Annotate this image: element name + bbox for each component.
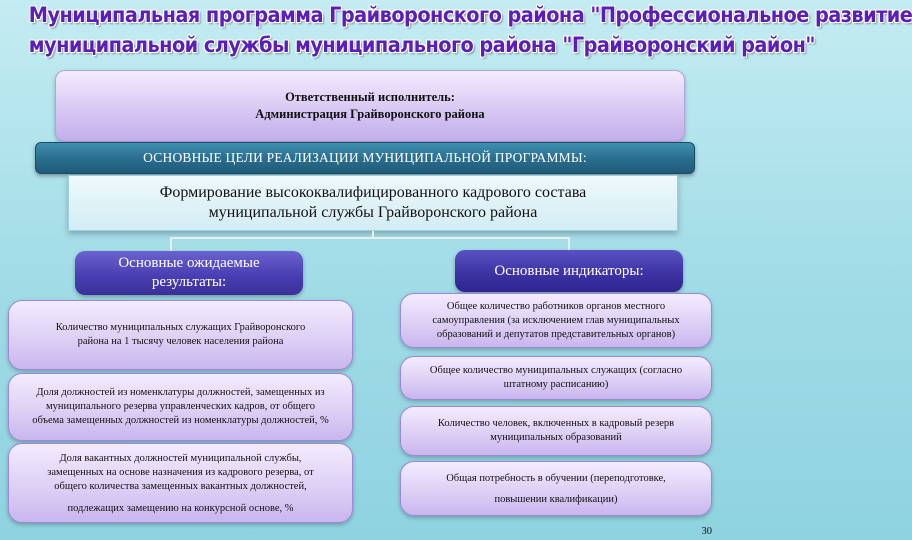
indicator-4-line-2: повышении квалификации)	[494, 494, 618, 505]
page-number: 30	[701, 526, 712, 537]
indicator-1-line-1: Общее количество работников органов местного	[446, 300, 666, 312]
goals-header-bar	[35, 142, 695, 174]
result-1-line-2: района на 1 тысячу человек населения района	[77, 336, 284, 347]
indicator-card-2	[400, 356, 712, 400]
indicator-2-line-2: штатному расписанию)	[503, 379, 609, 390]
goals-header-text: ОСНОВНЫЕ ЦЕЛИ РЕАЛИЗАЦИИ МУНИЦИПАЛЬНОЙ ПРОГРАММЫ:	[143, 150, 587, 165]
main-goal-box	[68, 175, 678, 231]
result-2-line-1: Доля должностей из номенклатуры должностей, замещенных из	[36, 387, 325, 398]
result-card-1	[8, 300, 353, 370]
result-3-line-1: Доля вакантных должностей муниципальной службы,	[59, 453, 302, 464]
responsible-value: Администрация Грайворонского района	[255, 107, 485, 121]
indicator-3-line-2: муниципальных образований	[490, 432, 622, 443]
responsible-executor-box	[55, 70, 685, 142]
connector-left-vertical	[170, 237, 172, 252]
result-card-3	[8, 443, 353, 523]
goal-line-2: муниципальной службы Грайворонского района	[208, 204, 538, 221]
result-2-line-3: объема замещенных должностей из номенклатуры должностей, %	[32, 415, 329, 426]
result-card-2	[8, 373, 353, 441]
title-line-2: муниципальной службы муниципального района "Грайворонский район"	[28, 33, 815, 57]
result-2-line-2: муниципального резерва управленческих кадров, от общего	[46, 401, 315, 412]
goal-line-1: Формирование высококвалифицированного кадрового состава	[159, 184, 587, 201]
expected-results-header-line-1: Основные ожидаемые	[118, 255, 260, 271]
indicator-card-1	[400, 293, 712, 348]
expected-results-header	[75, 251, 303, 295]
connector-horizontal	[170, 237, 570, 239]
indicator-card-3	[400, 406, 712, 456]
result-3-line-2: замещенных на основе назначения из кадрового резерва, от	[47, 467, 314, 478]
indicator-1-line-3: образований и депутатов представительных органов)	[436, 328, 676, 340]
indicator-2-line-1: Общее количество муниципальных служащих (согласно	[429, 365, 683, 376]
responsible-label: Ответственный исполнитель:	[285, 90, 455, 104]
indicator-card-4	[400, 461, 712, 516]
result-3-line-4: подлежащих замещению на конкурсной основе, %	[67, 503, 294, 514]
title-line-1: Муниципальная программа Грайворонского района "Профессиональное развитие	[28, 3, 912, 27]
indicators-header-text: Основные индикаторы:	[494, 262, 644, 279]
expected-results-header-line-2: результаты:	[151, 274, 227, 290]
indicators-header	[455, 250, 683, 292]
indicator-3-line-1: Количество человек, включенных в кадровый резерв	[437, 418, 675, 429]
connector-center-vertical	[372, 231, 374, 238]
connector-right-vertical	[568, 237, 570, 251]
result-3-line-3: общего количества замещенных вакантных должностей,	[54, 481, 307, 492]
page-title	[0, 0, 912, 60]
result-1-line-1: Количество муниципальных служащих Грайворонского	[55, 322, 306, 333]
indicator-1-line-2: самоуправления (за исключением глав муниципальных	[432, 314, 680, 326]
indicator-4-line-1: Общая потребность в обучении (переподготовке,	[446, 473, 666, 484]
